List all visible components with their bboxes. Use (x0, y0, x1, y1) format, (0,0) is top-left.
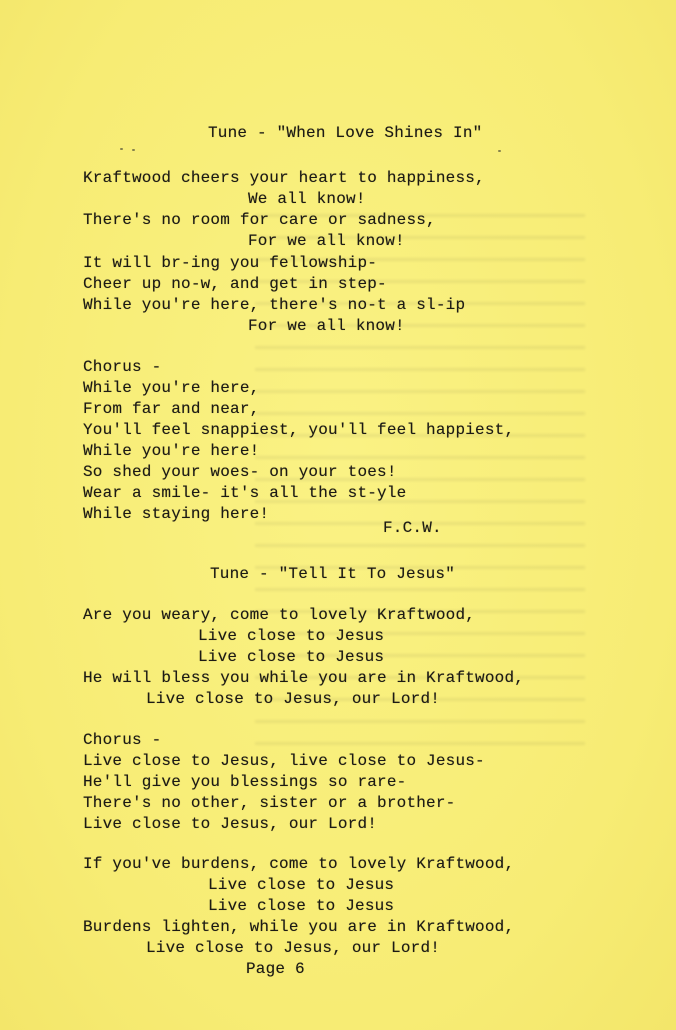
ink-speck (120, 148, 123, 150)
ink-speck (498, 150, 501, 152)
song1-line: It will br-ing you fellowship- (83, 254, 378, 272)
song2-verse2-line: Live close to Jesus (208, 897, 395, 915)
song2-verse2-line: Live close to Jesus (208, 876, 395, 894)
song1-chorus-label: Chorus - (83, 358, 162, 376)
song2-verse1-line: Live close to Jesus (198, 648, 385, 666)
song2-chorus-label: Chorus - (83, 731, 162, 749)
song1-chorus-line: Wear a smile- it's all the st-yle (83, 484, 407, 502)
song1-line: For we all know! (248, 317, 405, 335)
song1-chorus-line: While you're here, (83, 379, 260, 397)
page-number: Page 6 (246, 960, 305, 978)
song2-chorus-line: Live close to Jesus, our Lord! (83, 815, 378, 833)
song1-chorus-line: So shed your woes- on your toes! (83, 463, 397, 481)
song1-line: For we all know! (248, 232, 405, 250)
song1-chorus-line: While staying here! (83, 505, 270, 523)
song2-chorus-line: Live close to Jesus, live close to Jesus- (83, 752, 485, 770)
song1-author: F.C.W. (383, 519, 442, 537)
song1-line: Cheer up no-w, and get in step- (83, 275, 387, 293)
song1-chorus-line: While you're here! (83, 442, 260, 460)
song2-title: Tune - "Tell It To Jesus" (210, 565, 456, 583)
song1-line: There's no room for care or sadness, (83, 211, 436, 229)
song1-line: While you're here, there's no-t a sl-ip (83, 296, 466, 314)
song2-verse2-line: Burdens lighten, while you are in Kraftwood, (83, 918, 515, 936)
song1-line: Kraftwood cheers your heart to happiness, (83, 169, 485, 187)
song1-title: Tune - "When Love Shines In" (208, 124, 483, 142)
song2-verse1-line: Are you weary, come to lovely Kraftwood, (83, 606, 476, 624)
song2-chorus-line: There's no other, sister or a brother- (83, 794, 456, 812)
song2-verse1-line: He will bless you while you are in Kraftwood, (83, 669, 525, 687)
song1-chorus-line: You'll feel snappiest, you'll feel happiest, (83, 421, 515, 439)
song2-verse1-line: Live close to Jesus, our Lord! (146, 690, 441, 708)
song2-verse2-line: Live close to Jesus, our Lord! (146, 939, 441, 957)
ink-speck (132, 149, 135, 151)
song2-chorus-line: He'll give you blessings so rare- (83, 773, 407, 791)
song2-verse1-line: Live close to Jesus (198, 627, 385, 645)
song1-line: We all know! (248, 190, 366, 208)
song1-chorus-line: From far and near, (83, 400, 260, 418)
song2-verse2-line: If you've burdens, come to lovely Kraftwood, (83, 855, 515, 873)
